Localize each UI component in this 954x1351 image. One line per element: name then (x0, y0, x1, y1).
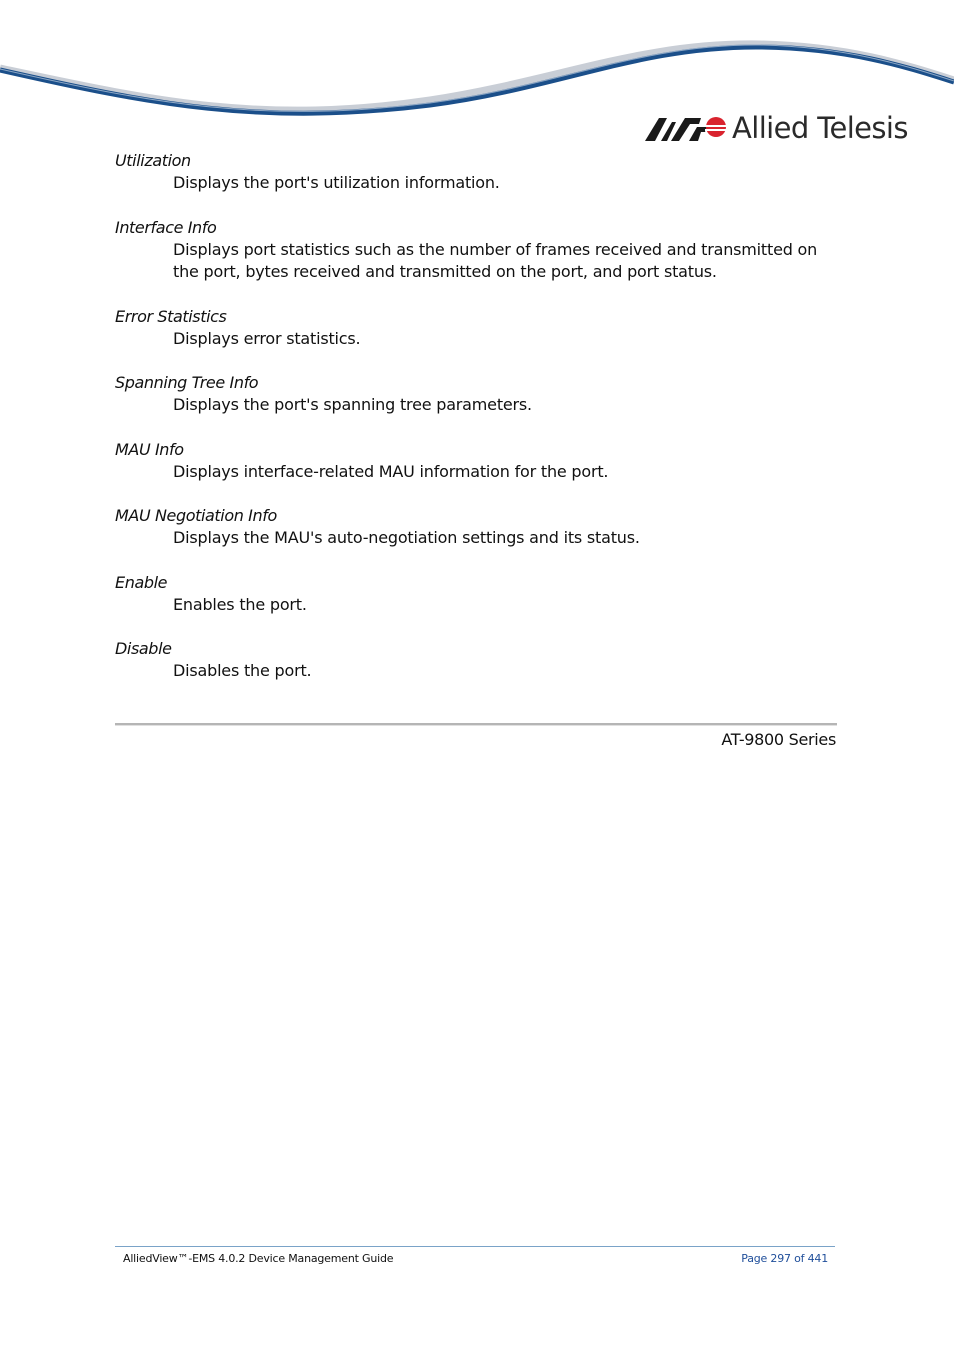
definition-term: Spanning Tree Info (115, 373, 259, 392)
brand-name: Allied Telesis (732, 110, 908, 145)
definition-entry (115, 372, 835, 417)
definition-term: Utilization (115, 151, 191, 170)
definition-entry (115, 638, 835, 683)
definition-entry (115, 572, 835, 617)
definition-text: Displays interface-related MAU information for the port. (173, 461, 609, 481)
definition-term: Enable (115, 572, 168, 592)
definition-text: Disables the port. (173, 661, 312, 680)
definition-term: Interface Info (115, 217, 217, 237)
definition-entry (115, 150, 835, 195)
section-divider (115, 723, 837, 726)
definition-text: Enables the port. (173, 594, 307, 614)
definition-list (115, 150, 835, 705)
definition-text: Displays the MAU's auto-negotiation settings and its status. (173, 528, 640, 547)
definition-term: MAU Info (115, 439, 184, 459)
series-label: AT-9800 Series (721, 730, 836, 749)
definition-term: Error Statistics (115, 306, 227, 326)
definition-entry (115, 505, 835, 550)
definition-entry (115, 439, 835, 484)
footer-document-title: AlliedView™-EMS 4.0.2 Device Management Guide (123, 1252, 394, 1265)
definition-entry (115, 217, 835, 284)
definition-text: Displays the port's spanning tree parameters. (173, 395, 532, 414)
footer-divider (115, 1246, 835, 1247)
definition-text: Displays port statistics such as the number of frames received and transmitted on (173, 239, 818, 259)
footer-page-number: Page 297 of 441 (741, 1252, 828, 1265)
definition-text: Displays the port's utilization information. (173, 173, 500, 192)
definition-entry (115, 306, 835, 351)
definition-text: Displays error statistics. (173, 328, 361, 348)
definition-text: the port, bytes received and transmitted on the port, and port status. (173, 262, 717, 281)
allied-telesis-logo (645, 108, 908, 148)
allied-telesis-logo-mark-icon (645, 114, 727, 142)
definition-term: MAU Negotiation Info (115, 506, 277, 525)
definition-term: Disable (115, 639, 172, 658)
